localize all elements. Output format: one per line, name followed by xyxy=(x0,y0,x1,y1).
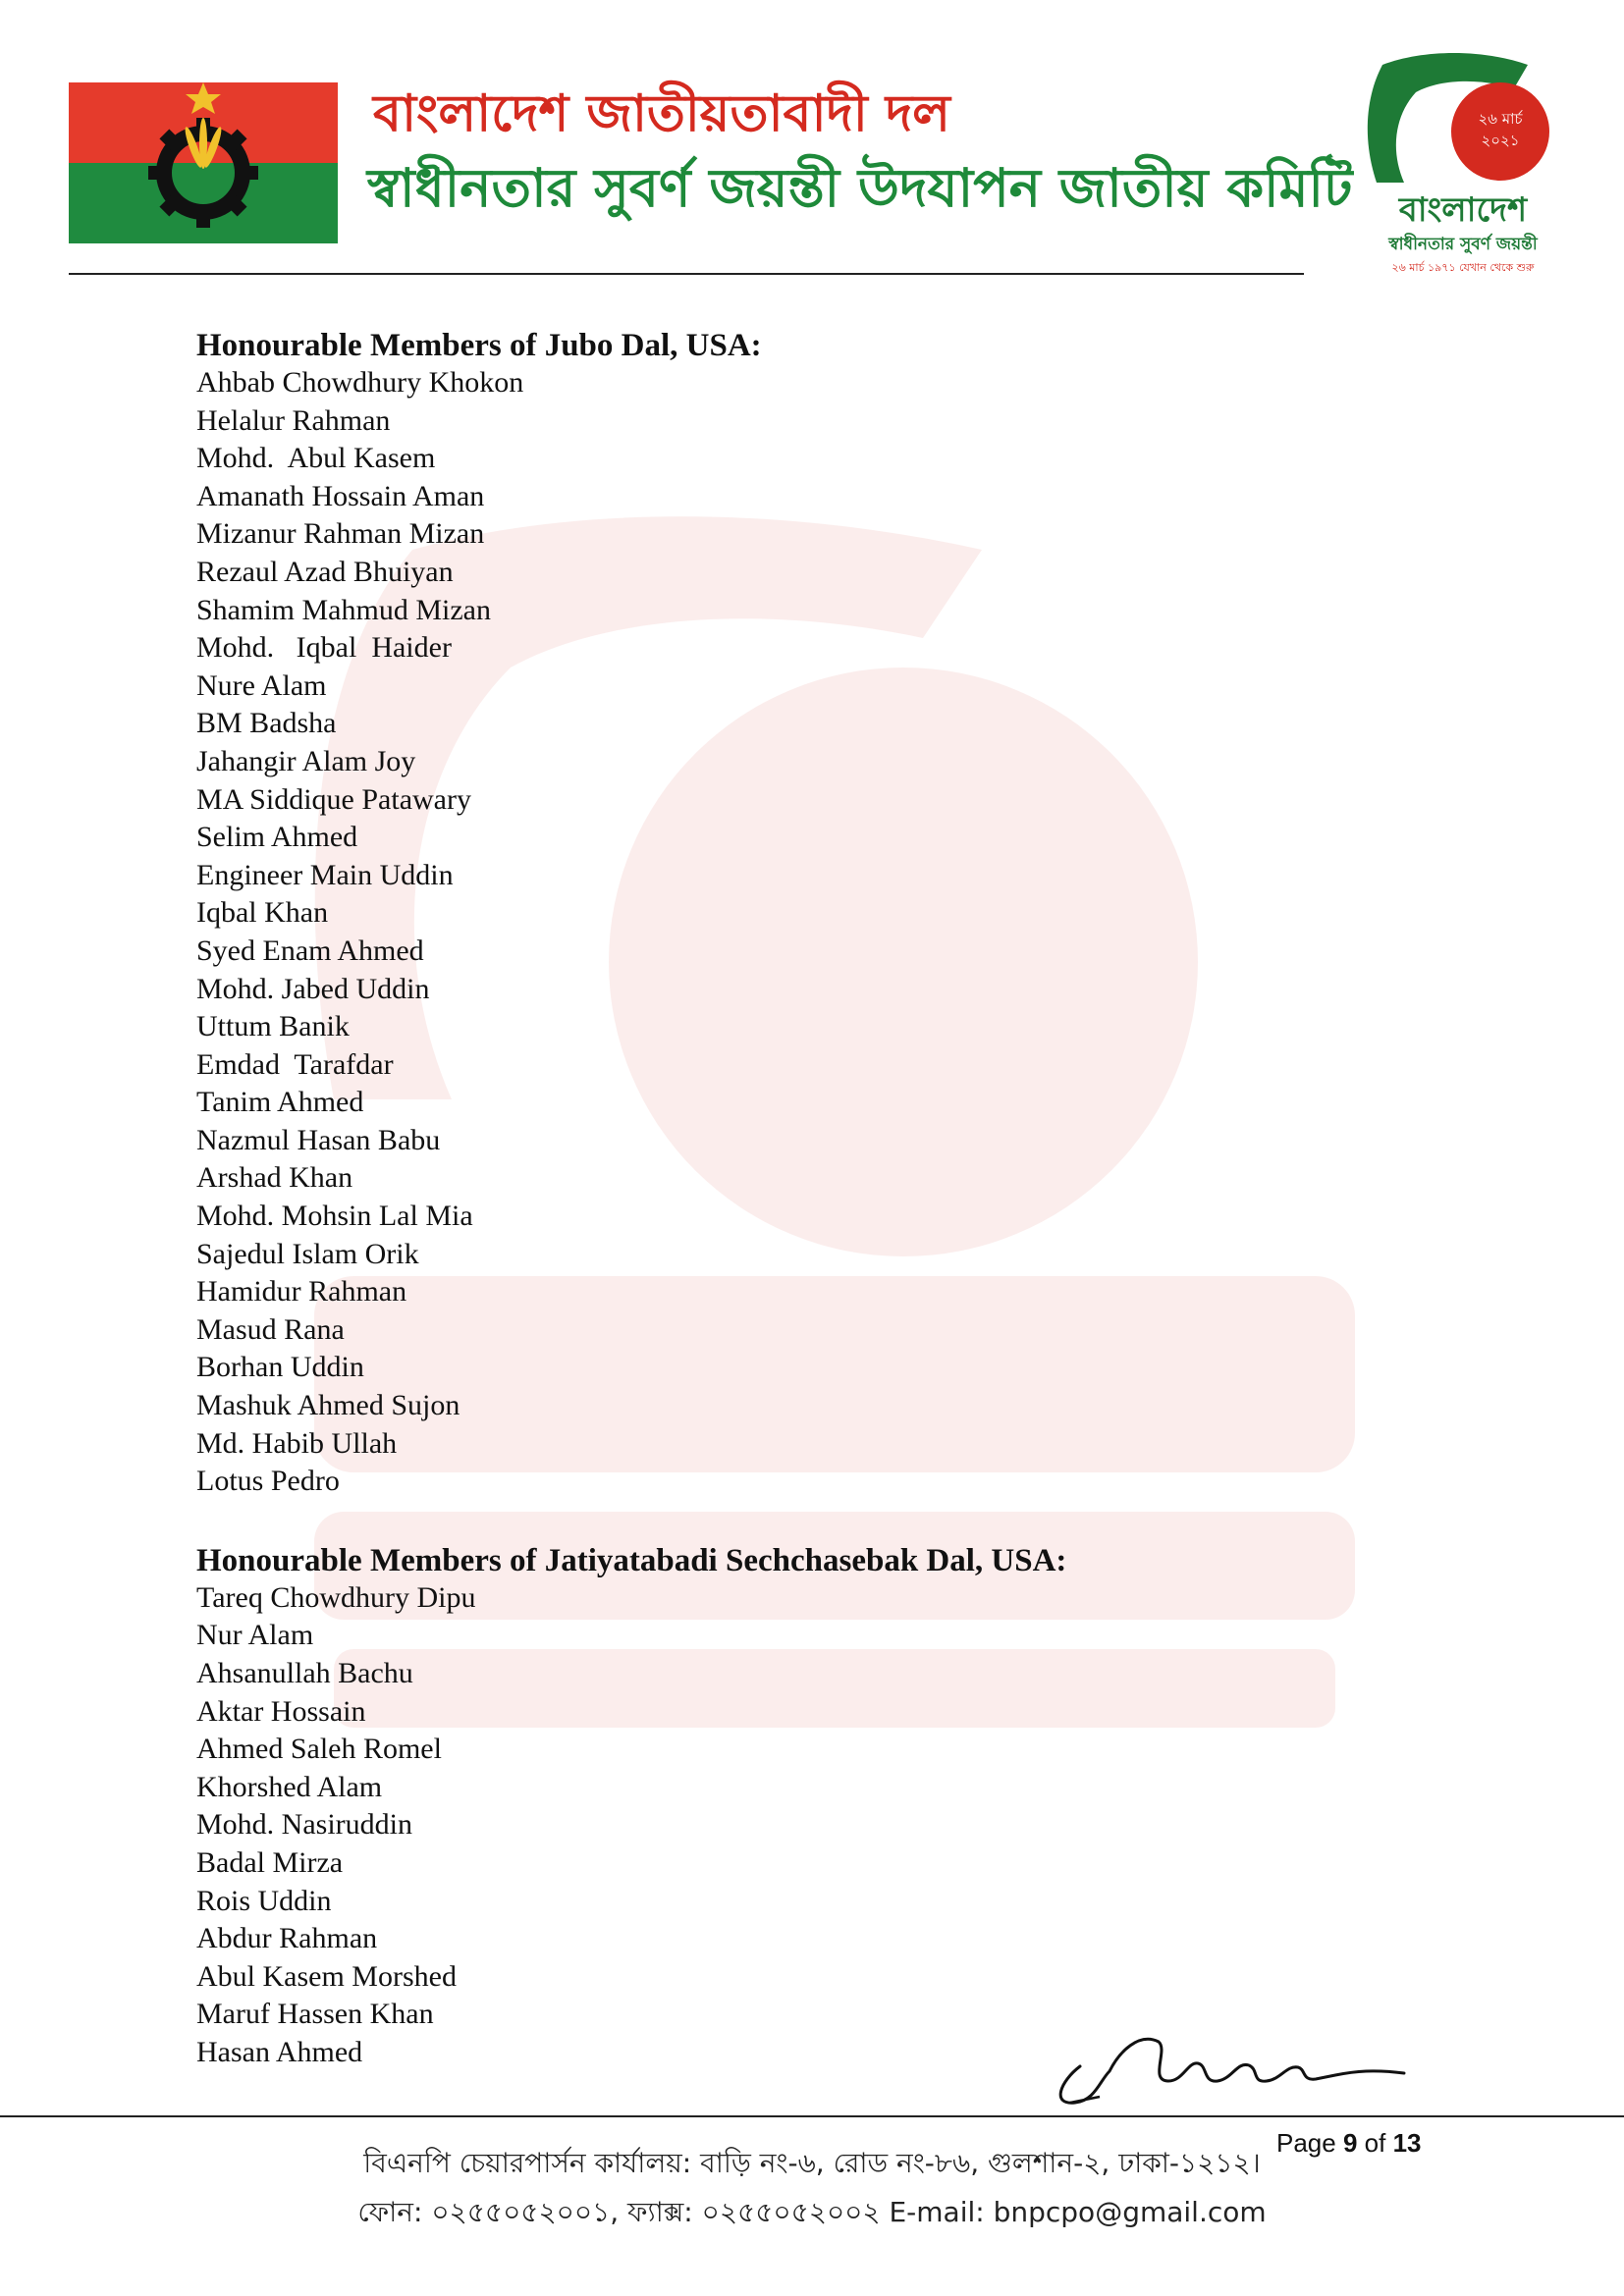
member-name: Md. Habib Ullah xyxy=(196,1426,398,1460)
member-name: Uttum Banik xyxy=(196,1010,350,1043)
member-name: Jahangir Alam Joy xyxy=(196,744,416,777)
member-name: Khorshed Alam xyxy=(196,1770,383,1803)
member-name: Selim Ahmed xyxy=(196,821,358,854)
section-heading-jubo-dal: Honourable Members of Jubo Dal, USA: xyxy=(196,328,762,363)
member-name: Arshad Khan xyxy=(196,1161,353,1195)
footer-divider xyxy=(0,2115,1624,2117)
jubo-dal-member-list xyxy=(196,364,1473,1501)
member-name: Shamim Mahmud Mizan xyxy=(196,593,491,626)
member-name: Maruf Hassen Khan xyxy=(196,1998,434,2031)
member-name: Ahbab Chowdhury Khokon xyxy=(196,366,524,399)
page-number: Page 9 of 13 xyxy=(1276,2128,1422,2158)
logo-ribbon: ২৬ মার্চ ১৯৭১ যেখান থেকে শুরু xyxy=(1391,261,1535,274)
member-name: Hamidur Rahman xyxy=(196,1275,407,1308)
member-name: Rezaul Azad Bhuiyan xyxy=(196,555,454,588)
member-name: Mohd. Jabed Uddin xyxy=(196,972,430,1005)
member-lists xyxy=(196,327,1473,2072)
member-name: Ahsanullah Bachu xyxy=(196,1657,413,1689)
section-heading-sechchasebak-dal: Honourable Members of Jatiyatabadi Sechchasebak Dal, USA: xyxy=(196,1542,1067,1578)
member-name: Abdur Rahman xyxy=(196,1922,378,1955)
member-name: BM Badsha xyxy=(196,707,337,740)
member-name: Badal Mirza xyxy=(196,1845,344,1879)
member-name: Tareq Chowdhury Dipu xyxy=(196,1580,476,1614)
member-name: Aktar Hossain xyxy=(196,1694,366,1728)
party-name: বাংলাদেশ জাতীয়তাবাদী দল xyxy=(373,84,950,143)
footer-contact: ফোন: ০২৫৫০৫২০০১, ফ্যাক্স: ০২৫৫০৫২০০২ E-mail: bnpcpo@gmail.com xyxy=(357,2196,1267,2228)
member-name: Emdad Tarafdar xyxy=(196,1047,394,1081)
member-name: Nure Alam xyxy=(196,668,327,702)
member-name: Nazmul Hasan Babu xyxy=(196,1123,441,1156)
logo-word: বাংলাদেশ xyxy=(1398,190,1528,230)
member-name: Nur Alam xyxy=(196,1619,314,1652)
member-name: Mohd. Mohsin Lal Mia xyxy=(196,1200,473,1233)
logo-date-day: ২৬ মার্চ xyxy=(1478,110,1523,128)
member-name: Syed Enam Ahmed xyxy=(196,934,424,967)
member-name: Mohd. Nasiruddin xyxy=(196,1808,412,1842)
logo-tagline: স্বাধীনতার সুবর্ণ জয়ন্তী xyxy=(1388,235,1538,254)
member-name: Mashuk Ahmed Sujon xyxy=(196,1389,460,1422)
member-name: Mohd. Abul Kasem xyxy=(196,442,436,475)
member-name: MA Siddique Patawary xyxy=(196,782,471,816)
member-name: Ahmed Saleh Romel xyxy=(196,1733,442,1766)
footer-address: বিএনপি চেয়ারপার্সন কার্যালয়: বাড়ি নং-৬, রোড নং-৮৬, গুলশান-২, ঢাকা-১২১২। xyxy=(363,2147,1261,2179)
member-name: Engineer Main Uddin xyxy=(196,858,454,891)
member-name: Sajedul Islam Orik xyxy=(196,1237,419,1270)
member-name: Abul Kasem Morshed xyxy=(196,1959,457,1993)
member-name: Mizanur Rahman Mizan xyxy=(196,517,485,551)
committee-name: স্বাধীনতার সুবর্ণ জয়ন্তী উদযাপন জাতীয় কমিটি xyxy=(367,157,1353,219)
member-name: Borhan Uddin xyxy=(196,1351,364,1384)
sechchasebak-dal-member-list xyxy=(196,1579,1473,2072)
bnp-flag xyxy=(69,82,338,243)
member-name: Amanath Hossain Aman xyxy=(196,479,485,512)
member-name: Iqbal Khan xyxy=(196,896,329,930)
member-name: Rois Uddin xyxy=(196,1884,332,1917)
member-name: Lotus Pedro xyxy=(196,1465,340,1498)
member-name: Masud Rana xyxy=(196,1312,345,1346)
signature xyxy=(1041,2012,1414,2110)
member-name: Mohd. Iqbal Haider xyxy=(196,631,452,665)
member-name: Tanim Ahmed xyxy=(196,1086,364,1119)
member-name: Helalur Rahman xyxy=(196,403,391,437)
member-name: Hasan Ahmed xyxy=(196,2035,363,2068)
logo-date-year: ২০২১ xyxy=(1481,132,1520,149)
header-divider xyxy=(69,273,1304,275)
